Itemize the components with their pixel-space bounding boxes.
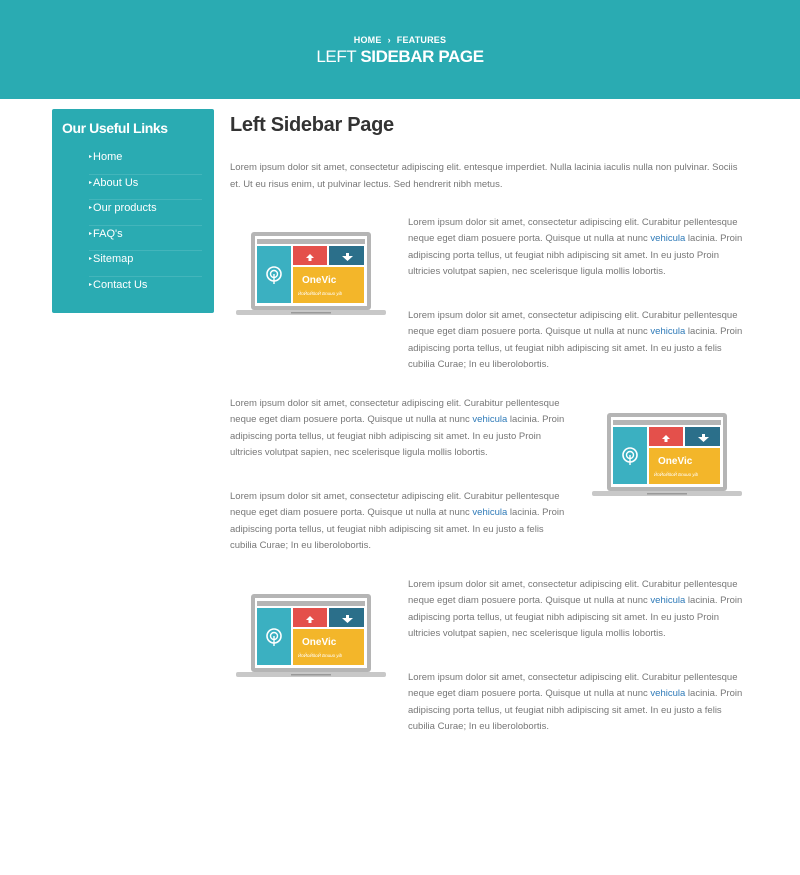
- sidebar-item-contact-us[interactable]: [89, 277, 202, 303]
- sidebar-item-label[interactable]: Home: [93, 151, 123, 163]
- sidebar-item-label[interactable]: Contact Us: [93, 278, 148, 291]
- breadcrumb-current[interactable]: FEATURES: [396, 35, 447, 45]
- content-title: Left Sidebar Page: [230, 114, 394, 136]
- sidebar-item-about-us[interactable]: [89, 175, 202, 201]
- paragraph-row2-b: Lorem ipsum dolor sit amet, consectetur adipiscing elit. Curabitur pellentesque neque eget diam posuere porta. Quisque ut nulla at nunc vehicula lacinia. Proin adipiscing porta tellus, ut feugiat nibh adipiscing sit amet. In eu justo a felis cubilia Curae; In eu liberolobortis.: [230, 491, 565, 551]
- sidebar-item-home[interactable]: [89, 149, 202, 175]
- paragraph-row1-a: Lorem ipsum dolor sit amet, consectetur adipiscing elit. Curabitur pellentesque neque eget diam posuere porta. Quisque ut nulla at nunc vehicula lacinia. Proin adipiscing porta tellus, ut feugiat nibh adipiscing sit amet. In eu justo Proin ultricies volutpat sapien, nec scelerisque ligula mollis lobortis.: [408, 217, 743, 277]
- caret-right-icon: ▸: [89, 281, 93, 288]
- paragraph-row1-b: Lorem ipsum dolor sit amet, consectetur adipiscing elit. Curabitur pellentesque neque eget diam posuere porta. Quisque ut nulla at nunc vehicula lacinia. Proin adipiscing porta tellus, ut feugiat nibh adipiscing sit amet. In eu justo a felis cubilia Curae; In eu liberolobortis.: [408, 310, 743, 370]
- breadcrumb: [0, 35, 800, 45]
- laptop-illustration: [236, 231, 386, 319]
- caret-right-icon: ▸: [89, 179, 93, 186]
- screen-brand-text: OneVic: [658, 456, 693, 467]
- sidebar-item-label[interactable]: FAQ's: [93, 227, 123, 240]
- page-header: [0, 0, 800, 99]
- sidebar-item-label[interactable]: Sitemap: [93, 253, 134, 266]
- paragraph-row3-a: Lorem ipsum dolor sit amet, consectetur adipiscing elit. Curabitur pellentesque neque eget diam posuere porta. Quisque ut nulla at nunc vehicula lacinia. Proin adipiscing porta tellus, ut feugiat nibh adipiscing sit amet. In eu justo Proin ultricies volutpat sapien, nec scelerisque ligula mollis lobortis.: [408, 579, 743, 639]
- vehicula-link[interactable]: vehicula: [650, 595, 686, 607]
- sidebar-item-label[interactable]: Our products: [93, 202, 157, 215]
- sidebar-item-our-products[interactable]: [89, 200, 202, 226]
- sidebar-useful-links: [52, 109, 214, 313]
- caret-right-icon: ▸: [89, 154, 93, 160]
- paragraph-row2-a: Lorem ipsum dolor sit amet, consectetur adipiscing elit. Curabitur pellentesque neque eget diam posuere porta. Quisque ut nulla at nunc vehicula lacinia. Proin adipiscing porta tellus, ut feugiat nibh adipiscing sit amet. In eu justo Proin ultricies volutpat sapien, nec scelerisque ligula mollis lobortis.: [230, 398, 565, 458]
- paragraph-row3-b: Lorem ipsum dolor sit amet, consectetur adipiscing elit. Curabitur pellentesque neque eget diam posuere porta. Quisque ut nulla at nunc vehicula lacinia. Proin adipiscing porta tellus, ut feugiat nibh adipiscing sit amet. In eu justo a felis cubilia Curae; In eu liberolobortis.: [408, 672, 743, 732]
- laptop-illustration: [592, 412, 742, 500]
- page-title-bold: SIDEBAR PAGE: [360, 47, 484, 66]
- sidebar-menu: [89, 149, 202, 303]
- vehicula-link[interactable]: vehicula: [472, 414, 508, 426]
- screen-tagline-text: ЙоЙoЙйoЙ Бnuuo yib: [654, 472, 699, 477]
- vehicula-link[interactable]: vehicula: [650, 233, 686, 245]
- sidebar-title: Our Useful Links: [62, 120, 168, 136]
- sidebar-item-sitemap[interactable]: [89, 251, 202, 277]
- vehicula-link[interactable]: vehicula: [650, 688, 686, 700]
- sidebar-item-faqs[interactable]: [89, 226, 202, 252]
- breadcrumb-separator-icon: ›: [387, 35, 391, 45]
- breadcrumb-home-link[interactable]: HOME: [353, 35, 382, 45]
- laptop-illustration: [236, 593, 386, 681]
- caret-right-icon: ▸: [89, 205, 93, 212]
- screen-tagline-text: ЙоЙoЙйoЙ Бnuuo yib: [298, 291, 343, 296]
- screen-tagline-text: ЙоЙoЙйoЙ Бnuuo yib: [298, 653, 343, 658]
- intro-paragraph: Lorem ipsum dolor sit amet, consectetur adipiscing elit. entesque imperdiet. Nulla lacinia iaculis nulla non pulvinar. Sociis et. Ut eu risus enim, ut pulvinar lectus. Sed hendrerit nibh metus.: [230, 162, 738, 190]
- caret-right-icon: ▸: [89, 256, 93, 263]
- page-title-light: LEFT: [316, 47, 361, 66]
- screen-brand-text: OneVic: [302, 275, 337, 286]
- page-title: [0, 47, 800, 67]
- vehicula-link[interactable]: vehicula: [650, 326, 686, 338]
- vehicula-link[interactable]: vehicula: [472, 507, 508, 519]
- caret-right-icon: ▸: [89, 230, 93, 237]
- screen-brand-text: OneVic: [302, 637, 337, 648]
- sidebar-item-label[interactable]: About Us: [93, 176, 139, 189]
